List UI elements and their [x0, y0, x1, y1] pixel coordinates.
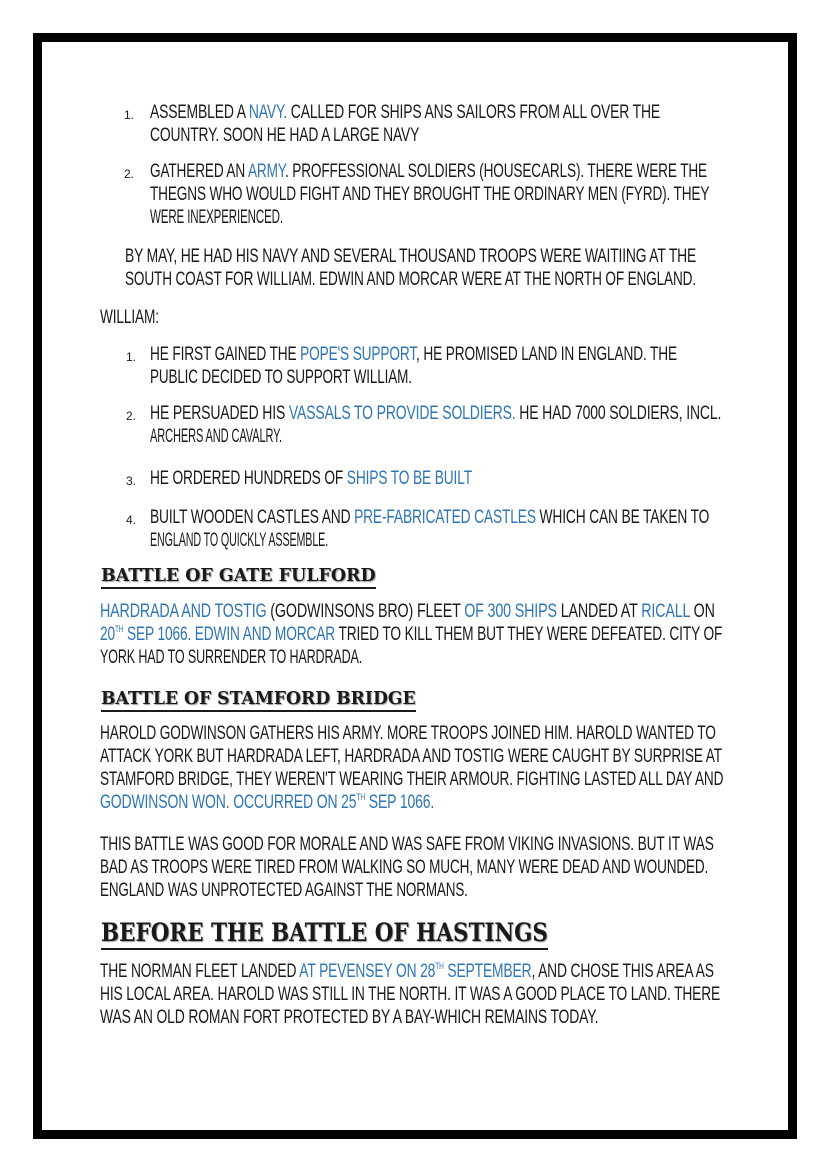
paragraph-line	[100, 983, 720, 1007]
list-item-line	[150, 529, 328, 553]
paragraph-line	[100, 791, 434, 815]
highlighted-text: POPE'S SUPPORT	[300, 344, 417, 365]
paragraph-line	[100, 833, 714, 857]
text-run: HAROLD GODWINSON GATHERS HIS ARMY. MORE TROOPS JOINED HIM. HAROLD WANTED TO	[100, 723, 716, 744]
paragraph-line	[100, 856, 708, 880]
text-run: ASSEMBLED A	[150, 102, 249, 123]
highlighted-text: ARMY	[247, 161, 285, 182]
list-number: 1.	[126, 350, 137, 364]
section-heading: BATTLE OF STAMFORD BRIDGE	[101, 688, 416, 712]
text-run: TRIED TO KILL THEM BUT THEY WERE DEFEATED. CITY OF	[335, 624, 723, 645]
text-run: BUILT WOODEN CASTLES AND	[150, 507, 355, 528]
text-run: GATHERED AN	[150, 161, 248, 182]
list-item-line	[150, 183, 709, 207]
highlighted-text: SEP 1066. EDWIN AND MORCAR	[123, 624, 336, 645]
section-heading: BATTLE OF GATE FULFORD	[101, 565, 376, 589]
text-run: ATTACK YORK BUT HARDRADA LEFT, HARDRADA AND TOSTIG WERE CAUGHT BY SURPRISE AT	[100, 746, 722, 767]
list-number: 2.	[126, 409, 137, 423]
paragraph-line	[100, 879, 468, 903]
list-item-line	[150, 425, 282, 449]
paragraph-line	[100, 960, 714, 984]
text-run: STAMFORD BRIDGE, THEY WEREN'T WEARING THEIR ARMOUR. FIGHTING LASTED ALL DAY AND	[100, 769, 724, 790]
highlighted-text: RICALL	[641, 601, 690, 622]
list-item-line	[150, 506, 709, 530]
text-run: THIS BATTLE WAS GOOD FOR MORALE AND WAS SAFE FROM VIKING INVASIONS. BUT IT WAS	[100, 834, 714, 855]
text-run: ENGLAND TO QUICKLY ASSEMBLE.	[150, 530, 329, 551]
highlighted-text: SHIPS TO BE BUILT	[346, 468, 472, 489]
list-number: 1.	[124, 108, 135, 122]
highlighted-text: TH	[435, 961, 444, 971]
list-item-line	[150, 402, 721, 426]
text-run: (GODWINSONS BRO) FLEET	[266, 601, 465, 622]
highlighted-text: TH	[114, 624, 124, 634]
text-run: WAS AN OLD ROMAN FORT PROTECTED BY A BAY-WHICH REMAINS TODAY.	[100, 1007, 599, 1028]
text-run: THEGNS WHO WOULD FIGHT AND THEY BROUGHT THE ORDINARY MEN (FYRD). THEY	[150, 184, 710, 205]
highlighted-text: SEP 1066.	[365, 792, 435, 813]
text-run: COUNTRY. SOON HE HAD A LARGE NAVY	[150, 125, 420, 146]
highlighted-text: VASSALS TO PROVIDE SOLDIERS.	[288, 403, 516, 424]
paragraph-line	[100, 722, 716, 746]
text-run: YORK HAD TO SURRENDER TO HARDRADA.	[100, 647, 363, 668]
paragraph-line	[100, 646, 362, 670]
list-number: 2.	[124, 167, 135, 181]
text-run: BAD AS TROOPS WERE TIRED FROM WALKING SO MUCH, MANY WERE DEAD AND WOUNDED.	[100, 857, 709, 878]
list-item-line	[150, 206, 283, 230]
text-run: BY MAY, HE HAD HIS NAVY AND SEVERAL THOUSAND TROOPS WERE WAITIING AT THE	[125, 246, 697, 267]
text-run: SOUTH COAST FOR WILLIAM. EDWIN AND MORCAR WERE AT THE NORTH OF ENGLAND.	[125, 269, 696, 290]
list-item-line	[150, 160, 707, 184]
section-heading: BEFORE THE BATTLE OF HASTINGS	[101, 918, 548, 950]
text-run: ENGLAND WAS UNPROTECTED AGAINST THE NORMANS.	[100, 880, 468, 901]
paragraph-line	[125, 245, 696, 269]
text-run: HE FIRST GAINED THE	[150, 344, 301, 365]
text-run: . PROFFESSIONAL SOLDIERS (HOUSECARLS). THERE WERE THE	[284, 161, 707, 182]
highlighted-text: HARDRADA AND TOSTIG	[100, 601, 267, 622]
text-run: WHICH CAN BE TAKEN TO	[535, 507, 710, 528]
highlighted-text: NAVY.	[248, 102, 288, 123]
highlighted-text: 20	[100, 624, 115, 645]
text-run: , HE PROMISED LAND IN ENGLAND. THE	[416, 344, 677, 365]
text-run: WERE INEXPERIENCED.	[150, 207, 283, 228]
highlighted-text: GODWINSON WON. OCCURRED ON 25	[100, 792, 357, 813]
list-item-line	[150, 467, 472, 491]
text-run: PUBLIC DECIDED TO SUPPORT WILLIAM.	[150, 367, 412, 388]
highlighted-text: PRE-FABRICATED CASTLES	[354, 507, 536, 528]
list-item-line	[150, 343, 677, 367]
text-run: ON	[689, 601, 715, 622]
paragraph-line	[100, 600, 715, 624]
text-run: HE HAD 7000 SOLDIERS, INCL.	[515, 403, 722, 424]
text-run: HE PERSUADED HIS	[150, 403, 289, 424]
highlighted-text: TH	[356, 792, 366, 802]
paragraph-line	[100, 745, 722, 769]
text-run: HE ORDERED HUNDREDS OF	[150, 468, 347, 489]
list-number: 4.	[126, 513, 137, 527]
paragraph-line	[100, 1006, 598, 1030]
text-run: HIS LOCAL AREA. HAROLD WAS STILL IN THE NORTH. IT WAS A GOOD PLACE TO LAND. THERE	[100, 984, 721, 1005]
paragraph-line	[125, 268, 696, 292]
text-run: THE NORMAN FLEET LANDED	[100, 961, 300, 982]
list-item-line	[150, 101, 660, 125]
list-number: 3.	[126, 474, 137, 488]
highlighted-text: OF 300 SHIPS	[464, 601, 557, 622]
text-run: CALLED FOR SHIPS ANS SAILORS FROM ALL OVER THE	[287, 102, 661, 123]
text-run: LANDED AT	[556, 601, 642, 622]
paragraph-line	[100, 768, 723, 792]
list-item-line	[150, 366, 412, 390]
highlighted-text: SEPTEMBER	[443, 961, 532, 982]
list-item-line	[150, 124, 419, 148]
william-label: WILLIAM:	[100, 307, 159, 328]
text-run: , AND CHOSE THIS AREA AS	[531, 961, 714, 982]
text-run: ARCHERS AND CAVALRY.	[150, 426, 282, 447]
highlighted-text: AT PEVENSEY ON 28	[299, 961, 436, 982]
paragraph-line	[100, 623, 722, 647]
